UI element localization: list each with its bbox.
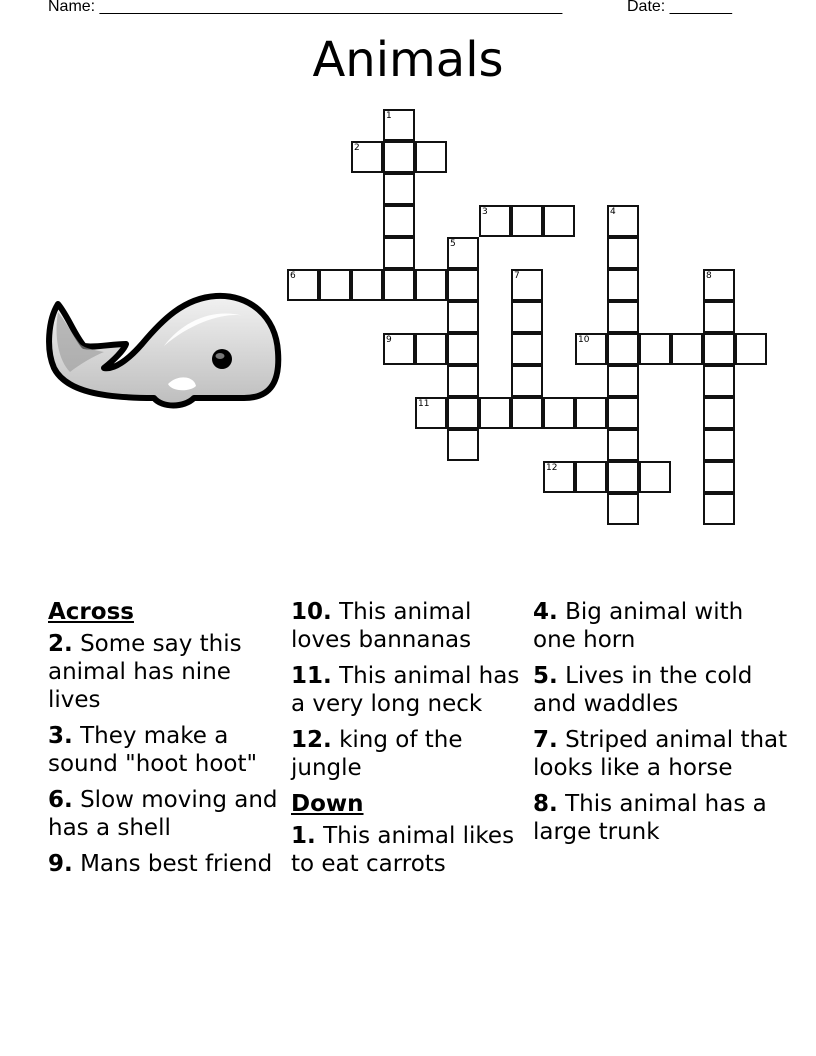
- page-title: Animals: [312, 32, 504, 88]
- cell-number: 10: [578, 335, 590, 345]
- grid-cell[interactable]: [511, 365, 543, 397]
- grid-cell[interactable]: [415, 141, 447, 173]
- grid-cell[interactable]: [671, 333, 703, 365]
- grid-cell[interactable]: [383, 205, 415, 237]
- grid-cell[interactable]: [543, 397, 575, 429]
- clue-across-12: 12. king of the jungle: [291, 727, 463, 781]
- grid-cell[interactable]: [383, 109, 415, 141]
- grid-cell[interactable]: [575, 397, 607, 429]
- grid-cell[interactable]: [415, 269, 447, 301]
- grid-cell[interactable]: [447, 397, 479, 429]
- grid-cell[interactable]: [319, 269, 351, 301]
- cell-number: 2: [354, 143, 360, 153]
- grid-cell[interactable]: [607, 493, 639, 525]
- grid-cell[interactable]: [607, 269, 639, 301]
- grid-cell[interactable]: [511, 301, 543, 333]
- grid-cell[interactable]: [607, 301, 639, 333]
- grid-cell[interactable]: [703, 301, 735, 333]
- grid-cell[interactable]: [639, 461, 671, 493]
- cell-number: 3: [482, 207, 488, 217]
- grid-cell[interactable]: [703, 397, 735, 429]
- clues-column-2: [291, 598, 526, 886]
- grid-cell[interactable]: [639, 333, 671, 365]
- cell-number: 12: [546, 463, 558, 473]
- clue-down-8: 8. This animal has a large trunk: [533, 791, 767, 845]
- clues-column-1: [48, 598, 283, 886]
- grid-cell[interactable]: [607, 237, 639, 269]
- grid-cell[interactable]: [447, 429, 479, 461]
- grid-cell[interactable]: [447, 237, 479, 269]
- grid-cell[interactable]: [479, 205, 511, 237]
- clues-column-3: [533, 598, 793, 854]
- clue-across-2: 2. Some say this animal has nine lives: [48, 631, 242, 713]
- grid-cell[interactable]: [607, 461, 639, 493]
- grid-cell[interactable]: [479, 397, 511, 429]
- grid-cell[interactable]: [703, 333, 735, 365]
- clue-down-1: 1. This animal likes to eat carrots: [291, 823, 515, 877]
- cell-number: 7: [514, 271, 520, 281]
- grid-cell[interactable]: [383, 269, 415, 301]
- grid-cell[interactable]: [415, 333, 447, 365]
- date-field-label: Date: _______: [627, 0, 732, 15]
- cell-number: 5: [450, 239, 456, 249]
- grid-cell[interactable]: [511, 269, 543, 301]
- grid-cell[interactable]: [383, 173, 415, 205]
- grid-cell[interactable]: [415, 397, 447, 429]
- grid-cell[interactable]: [447, 301, 479, 333]
- grid-cell[interactable]: [287, 269, 319, 301]
- across-heading: Across: [48, 599, 134, 625]
- grid-cell[interactable]: [607, 333, 639, 365]
- clue-across-3: 3. They make a sound "hoot hoot": [48, 723, 258, 777]
- grid-cell[interactable]: [607, 429, 639, 461]
- clue-across-11: 11. This animal has a very long neck: [291, 663, 520, 717]
- grid-cell[interactable]: [575, 333, 607, 365]
- grid-cell[interactable]: [511, 397, 543, 429]
- grid-cell[interactable]: [575, 461, 607, 493]
- grid-cell[interactable]: [543, 461, 575, 493]
- grid-cell[interactable]: [703, 429, 735, 461]
- cell-number: 9: [386, 335, 392, 345]
- grid-cell[interactable]: [447, 365, 479, 397]
- cell-number: 8: [706, 271, 712, 281]
- grid-cell[interactable]: [703, 269, 735, 301]
- cell-number: 4: [610, 207, 616, 217]
- grid-cell[interactable]: [447, 269, 479, 301]
- clue-down-5: 5. Lives in the cold and waddles: [533, 663, 753, 717]
- cell-number: 1: [386, 111, 392, 121]
- clue-across-10: 10. This animal loves bannanas: [291, 599, 472, 653]
- down-heading: Down: [291, 791, 364, 817]
- grid-cell[interactable]: [351, 141, 383, 173]
- name-field-label: Name: ____________________________________________________: [48, 0, 563, 15]
- grid-cell[interactable]: [703, 493, 735, 525]
- clue-across-9: 9. Mans best friend: [48, 851, 273, 877]
- grid-cell[interactable]: [447, 333, 479, 365]
- grid-cell[interactable]: [543, 205, 575, 237]
- grid-cell[interactable]: [607, 365, 639, 397]
- grid-cell[interactable]: [735, 333, 767, 365]
- grid-cell[interactable]: [511, 205, 543, 237]
- grid-cell[interactable]: [383, 141, 415, 173]
- grid-cell[interactable]: [383, 237, 415, 269]
- grid-cell[interactable]: [703, 461, 735, 493]
- grid-cell[interactable]: [607, 205, 639, 237]
- cell-number: 11: [418, 399, 430, 409]
- grid-cell[interactable]: [511, 333, 543, 365]
- grid-cell[interactable]: [703, 365, 735, 397]
- grid-cell[interactable]: [383, 333, 415, 365]
- clue-down-4: 4. Big animal with one horn: [533, 599, 744, 653]
- grid-cell[interactable]: [351, 269, 383, 301]
- cell-number: 6: [290, 271, 296, 281]
- clue-across-6: 6. Slow moving and has a shell: [48, 787, 278, 841]
- clue-down-7: 7. Striped animal that looks like a horse: [533, 727, 788, 781]
- grid-cell[interactable]: [607, 397, 639, 429]
